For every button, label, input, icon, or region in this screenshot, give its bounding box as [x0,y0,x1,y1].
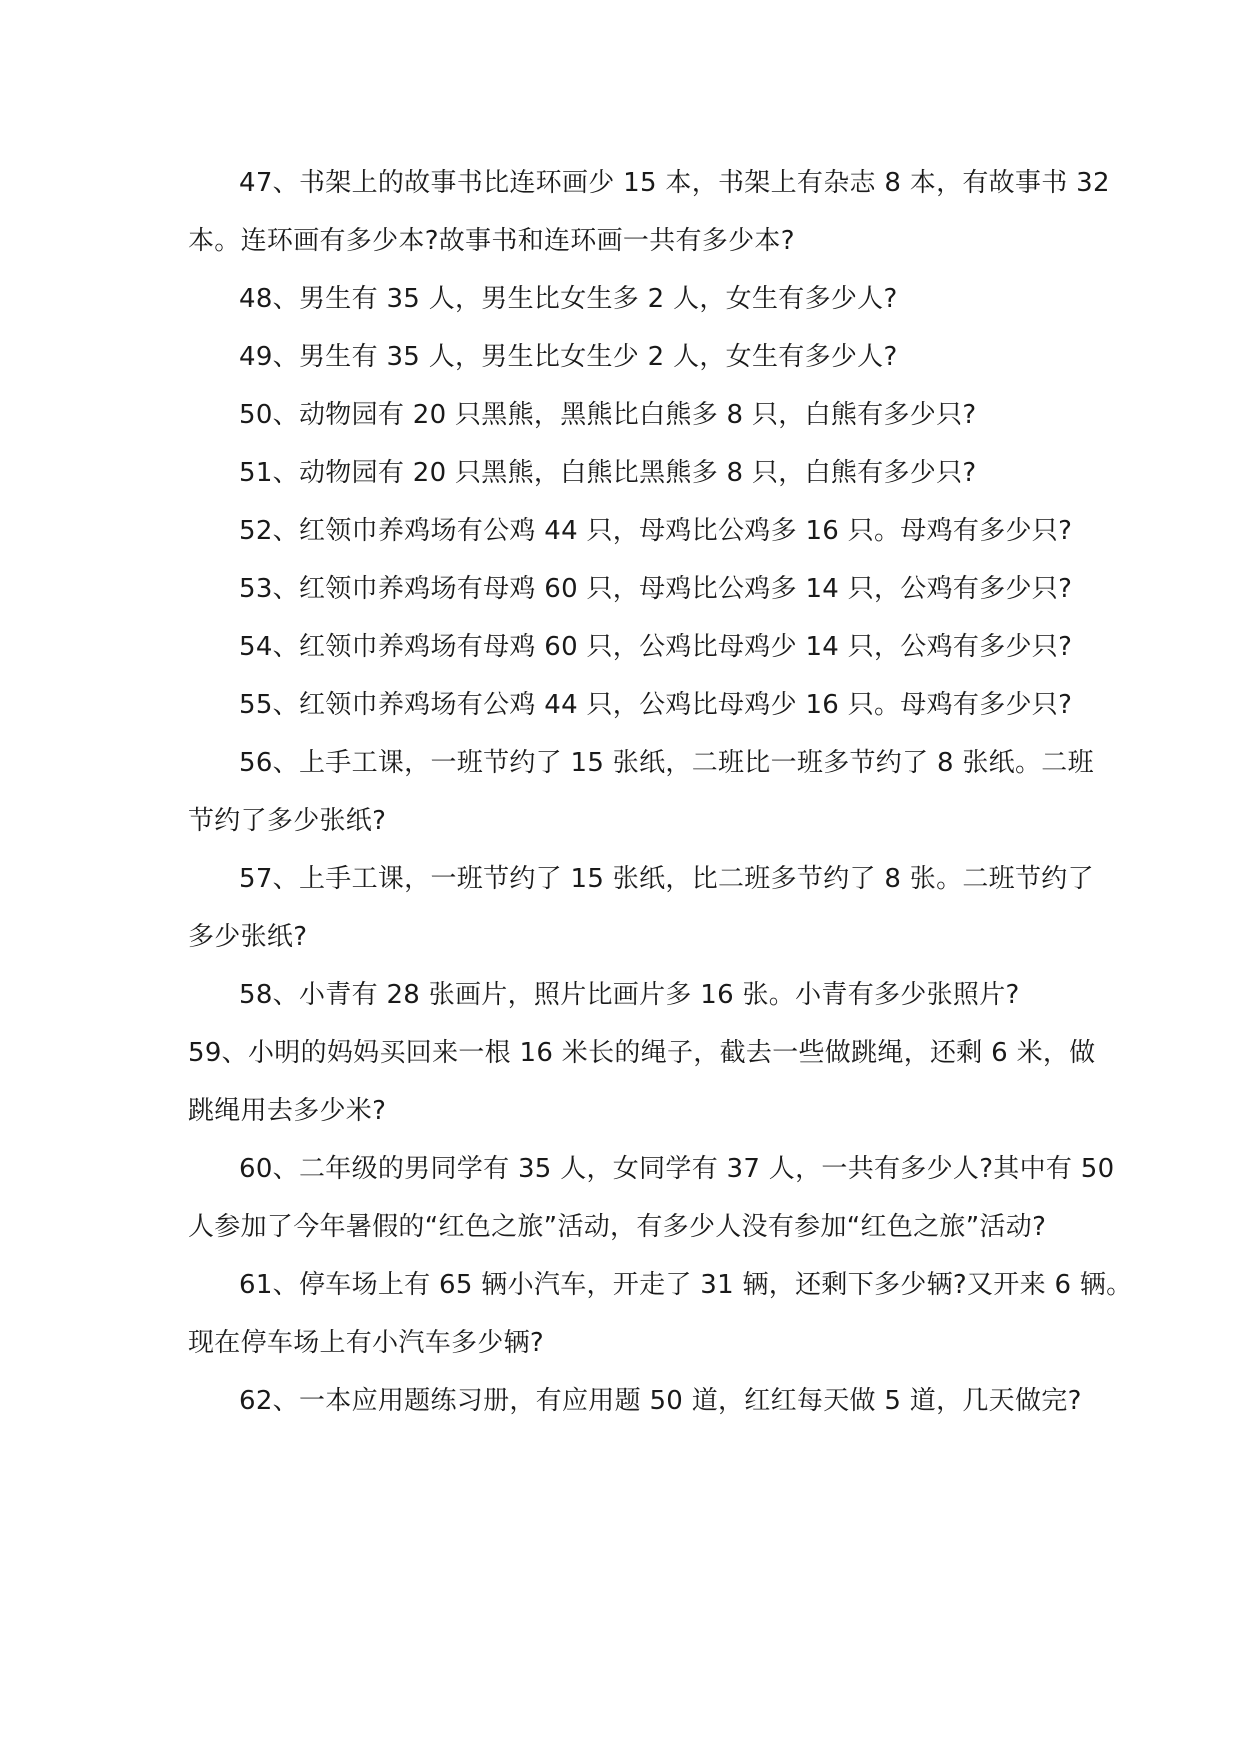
problem-59-line-1: 59、小明的妈妈买回来一根 16 米长的绳子，截去一些做跳绳，还剩 6 米，做 [188,1038,1096,1068]
problem-62: 62、一本应用题练习册，有应用题 50 道，红红每天做 5 道，几天做完? [239,1386,1082,1416]
problem-50: 50、动物园有 20 只黑熊，黑熊比白熊多 8 只，白熊有多少只? [239,400,977,430]
problem-55: 55、红领巾养鸡场有公鸡 44 只，公鸡比母鸡少 16 只。母鸡有多少只? [239,690,1073,720]
problem-59-line-2: 跳绳用去多少米? [188,1096,387,1126]
problem-54: 54、红领巾养鸡场有母鸡 60 只，公鸡比母鸡少 14 只，公鸡有多少只? [239,632,1073,662]
problem-61-line-1: 61、停车场上有 65 辆小汽车，开走了 31 辆，还剩下多少辆?又开来 6 辆。 [239,1270,1133,1300]
problem-52: 52、红领巾养鸡场有公鸡 44 只，母鸡比公鸡多 16 只。母鸡有多少只? [239,516,1073,546]
problem-58: 58、小青有 28 张画片，照片比画片多 16 张。小青有多少张照片? [239,980,1020,1010]
problem-60-line-1: 60、二年级的男同学有 35 人，女同学有 37 人，一共有多少人?其中有 50 [239,1154,1115,1184]
problem-56-line-1: 56、上手工课，一班节约了 15 张纸，二班比一班多节约了 8 张纸。二班 [239,748,1094,778]
problem-53: 53、红领巾养鸡场有母鸡 60 只，母鸡比公鸡多 14 只，公鸡有多少只? [239,574,1073,604]
problem-47-line-2: 本。连环画有多少本?故事书和连环画一共有多少本? [188,226,795,256]
problem-57-line-1: 57、上手工课，一班节约了 15 张纸，比二班多节约了 8 张。二班节约了 [239,864,1094,894]
problem-57-line-2: 多少张纸? [188,922,308,952]
problem-51: 51、动物园有 20 只黑熊，白熊比黑熊多 8 只，白熊有多少只? [239,458,977,488]
problem-56-line-2: 节约了多少张纸? [188,806,387,836]
problem-61-line-2: 现在停车场上有小汽车多少辆? [188,1328,545,1358]
problem-48: 48、男生有 35 人，男生比女生多 2 人，女生有多少人? [239,284,898,314]
problem-47-line-1: 47、书架上的故事书比连环画少 15 本，书架上有杂志 8 本，有故事书 32 [239,168,1110,198]
problem-60-line-2: 人参加了今年暑假的“红色之旅”活动，有多少人没有参加“红色之旅”活动? [188,1212,1047,1242]
problem-49: 49、男生有 35 人，男生比女生少 2 人，女生有多少人? [239,342,898,372]
